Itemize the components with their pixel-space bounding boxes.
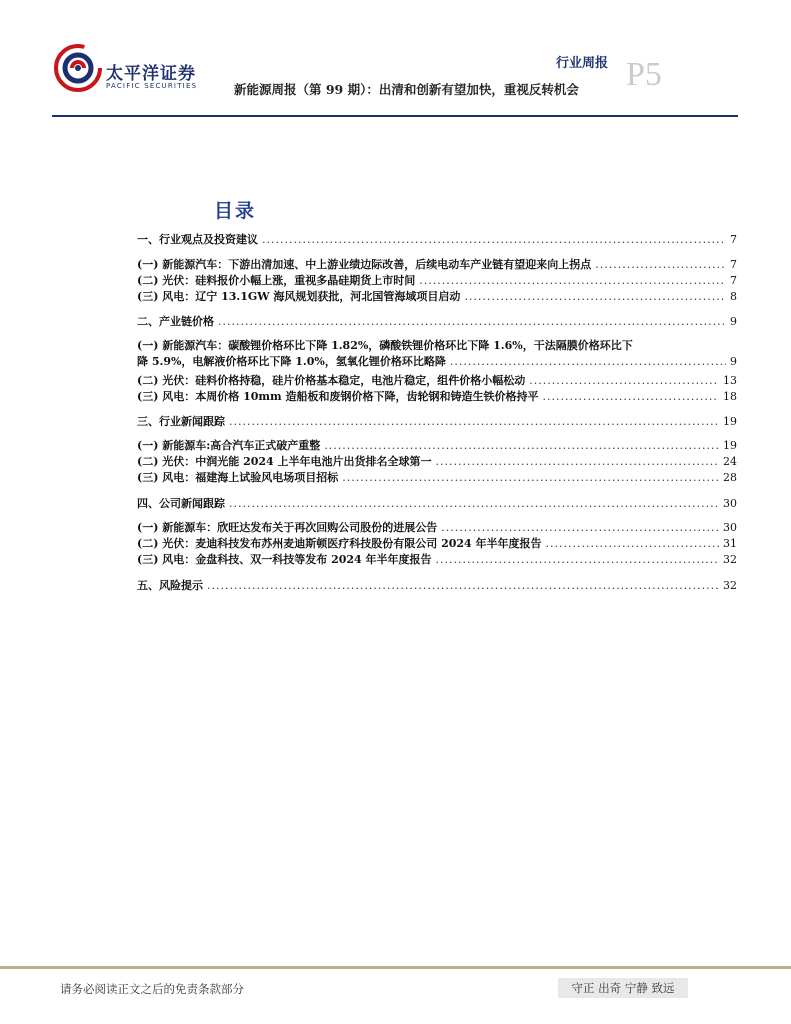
toc-section-number: 五、 [137, 579, 159, 592]
toc-entry-title: (二) 光伏：麦迪科技发布苏州麦迪斯顿医疗科技股份有限公司 2024 年半年度报告 [137, 537, 542, 550]
toc-section-number: 三、 [137, 415, 159, 428]
toc-leader-dots [207, 579, 719, 592]
toc-subsection-3-3[interactable] [137, 469, 737, 486]
toc-entry-title: 行业新闻跟踪 [159, 415, 225, 428]
toc-page-number: 18 [723, 390, 737, 403]
toc-section-4[interactable] [137, 495, 737, 512]
toc-subsection-3-1[interactable] [137, 437, 737, 454]
toc-entry-title: (一) 新能源车：欣旺达发布关于再次回购公司股份的进展公告 [137, 521, 438, 534]
toc-leader-dots [529, 374, 719, 387]
toc-entry-title: 产业链价格 [159, 315, 214, 328]
toc-subsection-2-1-line1[interactable]: (一) 新能源汽车：碳酸锂价格环比下降 1.82%，磷酸铁锂价格环比下降 1.6%，干法隔膜价格环比下 [137, 339, 633, 352]
footer-motto: 守正 出奇 宁静 致远 [558, 978, 688, 998]
page-number: P5 [626, 56, 662, 93]
toc-subsection-4-3[interactable] [137, 551, 737, 568]
toc-page-number: 30 [723, 521, 737, 534]
toc-page-number: 7 [730, 258, 737, 271]
toc-page-number: 24 [723, 455, 737, 468]
toc-page-number: 31 [723, 537, 737, 550]
toc-entry-title: (二) 光伏：中润光能 2024 上半年电池片出货排名全球第一 [137, 455, 432, 468]
toc-entry-title: 行业观点及投资建议 [159, 233, 258, 246]
toc-heading: 目录 [214, 200, 257, 222]
toc-leader-dots [262, 233, 726, 246]
toc-section-number: 四、 [137, 497, 159, 510]
toc-leader-dots [324, 439, 719, 452]
toc-entry-title: 风险提示 [159, 579, 203, 592]
toc-subsection-3-2[interactable] [137, 453, 737, 470]
toc-page-number: 19 [723, 439, 737, 452]
toc-page-number: 19 [723, 415, 737, 428]
toc-page-number: 13 [723, 374, 737, 387]
toc-entry-title: 公司新闻跟踪 [159, 497, 225, 510]
toc-page-number: 7 [730, 274, 737, 287]
toc-entry-title: (一) 新能源汽车：下游出清加速、中上游业绩边际改善，后续电动车产业链有望迎来向上拐点 [137, 258, 592, 271]
toc-section-3[interactable] [137, 413, 737, 430]
toc-leader-dots [546, 537, 719, 550]
toc-leader-dots [450, 355, 726, 368]
toc-subsection-2-3[interactable] [137, 388, 737, 405]
toc-page-number: 9 [730, 315, 737, 328]
toc-leader-dots [542, 390, 719, 403]
toc-leader-dots [464, 290, 726, 303]
toc-entry-title: (三) 风电：本周价格 10mm 造船板和废钢价格下降，齿轮钢和铸造生铁价格持平 [137, 390, 539, 403]
toc-subsection-2-1[interactable] [137, 353, 737, 370]
toc-subsection-1-1[interactable] [137, 256, 737, 273]
report-type-label: 行业周报 [556, 56, 609, 71]
toc-leader-dots [441, 521, 719, 534]
toc-entry-title: (二) 光伏：硅料报价小幅上涨，重视多晶硅期货上市时间 [137, 274, 416, 287]
toc-leader-dots [419, 274, 726, 287]
toc-subsection-2-2[interactable] [137, 372, 737, 389]
toc-section-1[interactable] [137, 231, 737, 248]
toc-page-number: 7 [730, 233, 737, 246]
footer-divider [0, 966, 791, 969]
toc-leader-dots [436, 455, 719, 468]
footer-disclaimer: 请务必阅读正文之后的免责条款部分 [60, 982, 244, 996]
toc-leader-dots [595, 258, 726, 271]
toc-entry-title: (三) 风电：辽宁 13.1GW 海风规划获批，河北国管海域项目启动 [137, 290, 461, 303]
toc-page-number: 8 [730, 290, 737, 303]
toc-section-2[interactable] [137, 313, 737, 330]
toc-section-number: 一、 [137, 233, 159, 246]
toc-leader-dots [342, 471, 719, 484]
toc-entry-title: (二) 光伏：硅料价格持稳，硅片价格基本稳定，电池片稳定，组件价格小幅松动 [137, 374, 526, 387]
toc-leader-dots [229, 497, 719, 510]
logo-english-name: PACIFIC SECURITIES [106, 82, 198, 90]
toc-leader-dots [218, 315, 726, 328]
toc-page-number: 32 [723, 553, 737, 566]
report-title: 新能源周报（第 99 期）：出清和创新有望加快，重视反转机会 [234, 82, 579, 97]
toc-entry-title: (三) 风电：金盘科技、双一科技等发布 2024 年半年度报告 [137, 553, 432, 566]
toc-subsection-4-1[interactable] [137, 519, 737, 536]
toc-page-number: 32 [723, 579, 737, 592]
toc-leader-dots [229, 415, 719, 428]
toc-section-5[interactable] [137, 577, 737, 594]
toc-leader-dots [436, 553, 719, 566]
toc-section-number: 二、 [137, 315, 159, 328]
logo-chinese-name: 太平洋证券 [106, 64, 196, 84]
toc-subsection-1-2[interactable] [137, 272, 737, 289]
toc-page-number: 9 [730, 355, 737, 368]
toc-entry-title: (三) 风电：福建海上试验风电场项目招标 [137, 471, 339, 484]
toc-page-number: 28 [723, 471, 737, 484]
toc-page-number: 30 [723, 497, 737, 510]
toc-entry-title: (一) 新能源车:高合汽车正式破产重整 [137, 439, 321, 452]
toc-entry-title-continued: 降 5.9%，电解液价格环比下降 1.0%，氢氧化锂价格环比略降 [137, 355, 446, 368]
toc-subsection-4-2[interactable] [137, 535, 737, 552]
toc-subsection-1-3[interactable] [137, 288, 737, 305]
